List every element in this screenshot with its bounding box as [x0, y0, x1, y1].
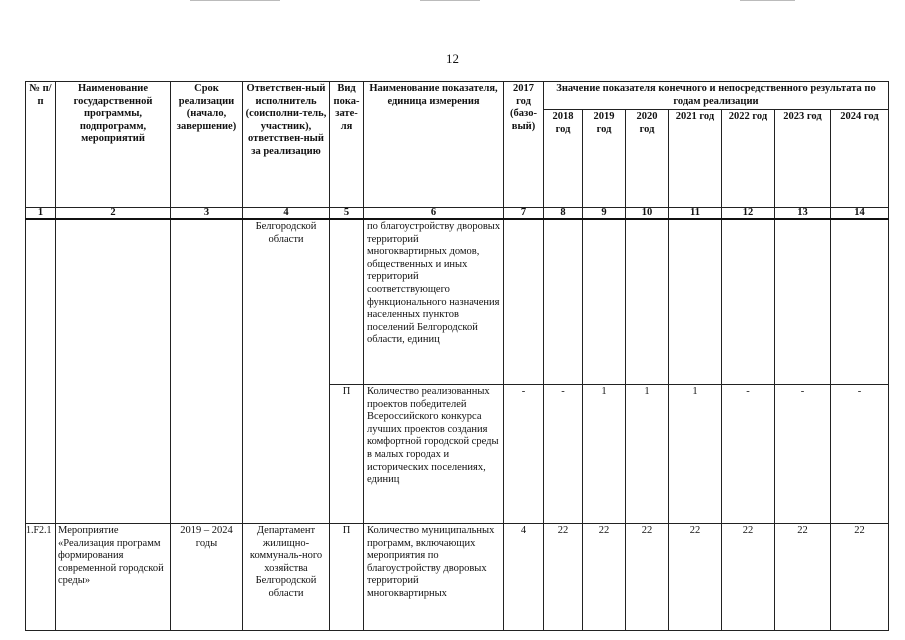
- cell-num: 1.F2.1: [26, 524, 56, 631]
- cell-type: П: [330, 524, 364, 631]
- table-row: [26, 219, 889, 385]
- cell-num: [26, 219, 56, 524]
- header-year-2020: 2020 год: [626, 110, 669, 208]
- cell-type: [330, 219, 364, 385]
- cell-indicator: Количество реализованных проектов победителей Всероссийского конкурса лучших проектов создания комфортной городской среды в малых городах и исторических поселениях, единиц: [364, 385, 504, 524]
- cell-2024: 22: [831, 524, 889, 631]
- cell-base: -: [504, 385, 544, 524]
- cell-program: Мероприятие «Реализация программ формирования современной городской среды»: [56, 524, 171, 631]
- header-program: Наименование государственной программы, подпрограмм, мероприятий: [56, 82, 171, 208]
- header-type: Вид пока-зате-ля: [330, 82, 364, 208]
- header-responsible: Ответствен-ный исполнитель (соисполни-тель, участник), ответствен-ный за реализацию: [243, 82, 330, 208]
- cell-2019: 1: [583, 385, 626, 524]
- header-base-year: 2017 год (базо-вый): [504, 82, 544, 208]
- cell-2020: [626, 219, 669, 385]
- cell-2024: [831, 219, 889, 385]
- header-year-2024: 2024 год: [831, 110, 889, 208]
- cell-responsible: Белгородской области: [243, 219, 330, 524]
- cell-2018: -: [544, 385, 583, 524]
- header-year-2021: 2021 год: [669, 110, 722, 208]
- column-number: 14: [831, 208, 889, 220]
- cell-program: [56, 219, 171, 524]
- cell-2023: 22: [775, 524, 831, 631]
- column-number: 11: [669, 208, 722, 220]
- cell-2022: 22: [722, 524, 775, 631]
- table-row: [26, 524, 889, 631]
- header-year-2018: 2018 год: [544, 110, 583, 208]
- cell-base: [504, 219, 544, 385]
- header-indicator: Наименование показателя, единица измерения: [364, 82, 504, 208]
- column-number: 9: [583, 208, 626, 220]
- header-term: Срок реализации (начало, завершение): [171, 82, 243, 208]
- cell-2018: [544, 219, 583, 385]
- header-year-2022: 2022 год: [722, 110, 775, 208]
- column-number: 1: [26, 208, 56, 220]
- column-number: 5: [330, 208, 364, 220]
- header-num: № п/п: [26, 82, 56, 208]
- column-number-row: [26, 208, 889, 220]
- cell-type: П: [330, 385, 364, 524]
- cell-2020: 22: [626, 524, 669, 631]
- cell-2022: -: [722, 385, 775, 524]
- cell-2023: -: [775, 385, 831, 524]
- cell-base: 4: [504, 524, 544, 631]
- cell-2020: 1: [626, 385, 669, 524]
- header-values-group: Значение показателя конечного и непосредственного результата по годам реализации: [544, 82, 889, 110]
- cell-responsible: Департамент жилищно-коммуналь-ного хозяйства Белгородской области: [243, 524, 330, 631]
- column-number: 10: [626, 208, 669, 220]
- cell-2019: [583, 219, 626, 385]
- cell-2021: [669, 219, 722, 385]
- page-number: 12: [446, 51, 459, 66]
- cell-term: [171, 219, 243, 524]
- cell-2021: 1: [669, 385, 722, 524]
- column-number: 4: [243, 208, 330, 220]
- column-number: 3: [171, 208, 243, 220]
- column-number: 2: [56, 208, 171, 220]
- cell-2019: 22: [583, 524, 626, 631]
- indicators-table: [25, 81, 889, 631]
- header-year-2019: 2019 год: [583, 110, 626, 208]
- cell-indicator: Количество муниципальных программ, включающих мероприятия по благоустройству дворовых территорий многоквартирных: [364, 524, 504, 631]
- cell-2022: [722, 219, 775, 385]
- cell-2023: [775, 219, 831, 385]
- header-year-2023: 2023 год: [775, 110, 831, 208]
- cell-indicator: по благоустройству дворовых территорий многоквартирных домов, общественных и иных территорий соответствующего функционального назначения населенных пунктов поселений Белгородской области, единиц: [364, 219, 504, 385]
- column-number: 8: [544, 208, 583, 220]
- cell-2024: -: [831, 385, 889, 524]
- column-number: 7: [504, 208, 544, 220]
- column-number: 12: [722, 208, 775, 220]
- header-row-1: [26, 82, 889, 110]
- column-number: 6: [364, 208, 504, 220]
- column-number: 13: [775, 208, 831, 220]
- cell-term: 2019 – 2024 годы: [171, 524, 243, 631]
- cell-2018: 22: [544, 524, 583, 631]
- scan-line-1: [190, 0, 280, 1]
- cell-2021: 22: [669, 524, 722, 631]
- scan-line-2: [420, 0, 480, 1]
- scan-line-3: [740, 0, 795, 1]
